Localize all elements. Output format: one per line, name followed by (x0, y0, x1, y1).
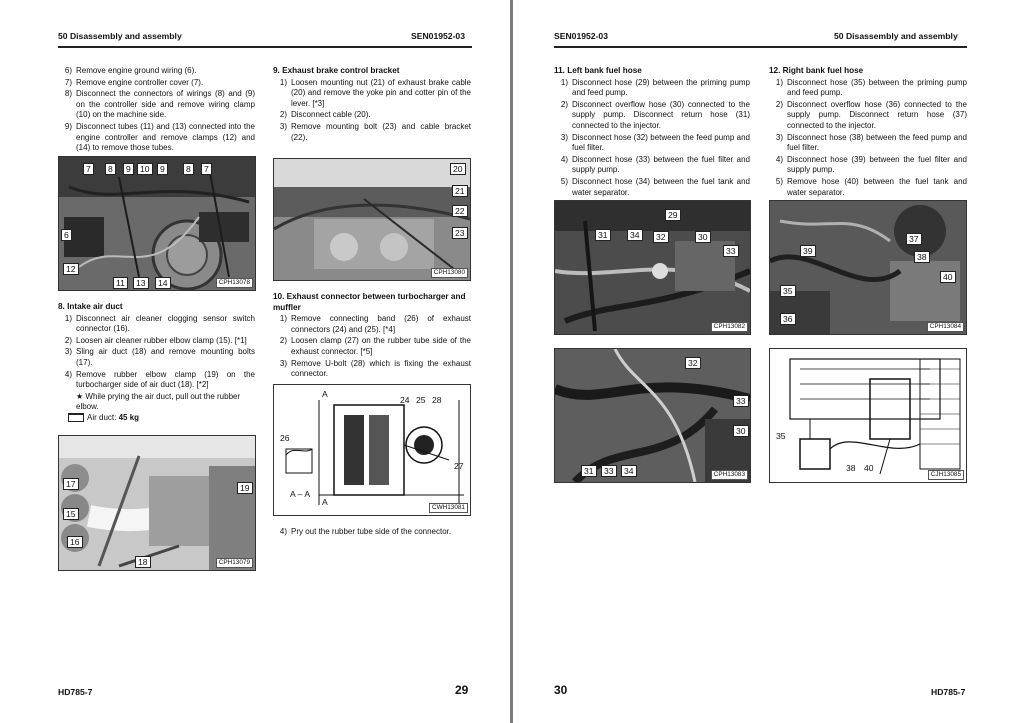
diagram-label: 28 (432, 395, 442, 405)
header-section-title: 50 Disassembly and assembly (58, 31, 182, 41)
callout-label: 14 (155, 277, 171, 289)
callout-label: 40 (940, 271, 956, 283)
left-page (0, 0, 511, 723)
callout-label: 36 (780, 313, 796, 325)
diagram-label: 27 (454, 461, 464, 471)
left-bank-fuel-hose-section (554, 66, 750, 199)
exhaust-brake-section (273, 66, 471, 144)
photo-right-bank-hoses (769, 200, 967, 335)
page-number: 30 (554, 683, 568, 697)
callout-label: 9 (157, 163, 168, 175)
weight-value: 45 kg (118, 412, 140, 422)
header-document-code: SEN01952-03 (411, 31, 465, 41)
photo-caption: CPH13082 (711, 322, 748, 332)
diagram-caption: CJH13085 (928, 470, 964, 480)
callout-label: 9 (123, 163, 134, 175)
step-item: 4) Remove rubber elbow clamp (19) on the turbocharger side of air duct (18). [*2] (64, 369, 255, 390)
step-item: 5) Remove hose (40) between the fuel tank and water separator. (775, 176, 967, 197)
left-column-1-steps (58, 66, 255, 155)
step-item: 1) Disconnect hose (29) between the priming pump and feed pump. (560, 77, 750, 98)
callout-label: 33 (733, 395, 749, 407)
callout-label: 30 (695, 231, 711, 243)
callout-label: 13 (133, 277, 149, 289)
callout-label: 15 (63, 508, 79, 520)
step-item: 8) Disconnect the connectors of wirings (8) and (9) on the controller side and remove wiring clamp (10) on the machine side. (64, 89, 255, 120)
intake-air-duct-section (58, 302, 255, 424)
callout-label: 34 (627, 229, 643, 241)
photo-caption: CPH13080 (431, 268, 468, 278)
photo-left-bank-art (555, 201, 750, 334)
section-title: 11. Left bank fuel hose (554, 66, 642, 75)
callout-label: 33 (601, 465, 617, 477)
callout-label: 33 (723, 245, 739, 257)
photo-caption: CPH13078 (216, 278, 253, 288)
step-item: 7) Remove engine controller cover (7). (64, 77, 204, 87)
header-rule (58, 46, 472, 48)
weight-label: Air duct: (87, 412, 119, 422)
diagram-exhaust-connector (273, 384, 471, 516)
section-title: 8. Intake air duct (58, 302, 123, 311)
callout-label: 35 (780, 285, 796, 297)
photo-left-bank-hoses (554, 200, 751, 335)
callout-label: 18 (135, 556, 151, 568)
step-item: 3) Sling air duct (18) and remove mounting bolts (17). (64, 347, 255, 367)
callout-label: 11 (113, 277, 128, 289)
footer-model: HD785-7 (58, 687, 93, 697)
step-item: 2) Disconnect cable (20). (279, 110, 371, 120)
diagram-label: 26 (280, 433, 290, 443)
callout-label: 21 (452, 185, 468, 197)
callout-label: 38 (914, 251, 930, 263)
callout-label: 22 (452, 205, 468, 217)
photo-left-bank-hoses-detail (554, 348, 751, 483)
step-item: 1) Loosen mounting nut (21) of exhaust brake cable (20) and remove the yoke pin and cotter pin of the lever. [*3] (279, 77, 471, 108)
photo-caption: CPH13083 (711, 470, 748, 480)
callout-label: 17 (63, 478, 79, 490)
callout-label: 31 (595, 229, 611, 241)
step-item: 9) Disconnect tubes (11) and (13) connected into the engine controller and remove clamps (12) and (14) to remove those tubes. (64, 121, 255, 153)
step-item: 2) Loosen clamp (27) on the rubber tube side of the exhaust connector. [*5] (279, 336, 471, 356)
header-document-code: SEN01952-03 (554, 31, 608, 41)
photo-engine-controller-art (59, 157, 255, 290)
callout-label: 32 (685, 357, 701, 369)
callout-label: 37 (906, 233, 922, 245)
step-item: 2) Disconnect overflow hose (36) connected to the supply pump. Disconnect return hose (37) connected to the injector. (775, 99, 967, 130)
callout-label: 39 (800, 245, 816, 257)
callout-label: 23 (452, 227, 468, 239)
step-item: 4) Disconnect hose (39) between the fuel filter and supply pump. (775, 154, 967, 175)
callout-label: 29 (665, 209, 681, 221)
callout-label: 16 (67, 536, 83, 548)
step-item: 2) Disconnect overflow hose (30) connected to the supply pump. Disconnect return hose (31) connected to the injector. (560, 99, 750, 130)
right-bank-fuel-hose-section (769, 66, 967, 199)
step-item: 2) Loosen air cleaner rubber elbow clamp (15). [*1] (64, 335, 247, 345)
callout-label: 12 (63, 263, 79, 275)
diagram-label: 40 (864, 463, 874, 473)
diagram-label: A (322, 497, 328, 507)
callout-label: 8 (105, 163, 116, 175)
callout-label: 10 (137, 163, 153, 175)
diagram-label: 38 (846, 463, 856, 473)
photo-intake-air-duct-art (59, 436, 255, 570)
photo-caption: CPH13084 (927, 322, 964, 332)
step-item: 3) Remove mounting bolt (23) and cable bracket (22). (279, 121, 471, 142)
step-item: 1) Remove connecting band (26) of exhaust connectors (24) and (25). [*4] (279, 314, 471, 334)
step-item: 3) Remove U-bolt (28) which is fixing the exhaust connector. (279, 358, 471, 379)
step-item: 3) Disconnect hose (38) between the feed pump and fuel filter. (775, 132, 967, 153)
footer-model: HD785-7 (931, 687, 966, 697)
callout-label: 8 (183, 163, 194, 175)
step-item: 1) Disconnect hose (35) between the priming pump and feed pump. (775, 77, 967, 98)
step-item: 1) Disconnect air cleaner clogging sensor switch connector (16). (64, 313, 255, 334)
photo-engine-controller (58, 156, 256, 291)
photo-exhaust-brake-art (274, 159, 470, 280)
callout-label: 32 (653, 231, 669, 243)
header-rule (554, 46, 967, 48)
diagram-label: 24 (400, 395, 410, 405)
diagram-label: 25 (416, 395, 426, 405)
diagram-caption: CWH13081 (429, 503, 468, 513)
weight-icon (68, 413, 84, 422)
step-item: 6) Remove engine ground wiring (6). (64, 66, 197, 75)
callout-label: 31 (581, 465, 597, 477)
diagram-section-label: A – A (290, 489, 311, 499)
section-title: 9. Exhaust brake control bracket (273, 66, 400, 75)
callout-label: 30 (733, 425, 749, 437)
caution-note: ★ While prying the air duct, pull out the rubber elbow. (76, 391, 241, 412)
diagram-label: 35 (776, 431, 786, 441)
step-item: 4) Disconnect hose (33) between the fuel filter and supply pump. (560, 154, 750, 175)
callout-label: 19 (237, 482, 253, 494)
photo-caption: CPH13079 (216, 558, 253, 568)
photo-exhaust-brake-bracket (273, 158, 471, 281)
callout-label: 20 (450, 163, 466, 175)
callout-label: 7 (83, 163, 94, 175)
photo-intake-air-duct (58, 435, 256, 571)
section-title: 12. Right bank fuel hose (769, 66, 864, 75)
step-item: 4) Pry out the rubber tube side of the connector. (279, 527, 452, 536)
page-number: 29 (455, 683, 469, 697)
photo-left-bank-detail-art (555, 349, 750, 482)
weight-line (86, 413, 255, 424)
pry-step (273, 527, 471, 539)
step-item: 5) Disconnect hose (34) between the fuel tank and water separator. (560, 176, 750, 197)
step-item: 3) Disconnect hose (32) between the feed pump and fuel filter. (560, 132, 750, 153)
diagram-label: A (322, 389, 328, 399)
right-page (513, 0, 1024, 723)
photo-right-bank-art (770, 201, 966, 334)
diagram-right-bank-hoses (769, 348, 967, 483)
callout-label: 6 (61, 229, 72, 241)
callout-label: 34 (621, 465, 637, 477)
exhaust-connector-section (273, 292, 471, 381)
section-title: 10. Exhaust connector between turbocharger and muffler (273, 292, 466, 312)
callout-label: 7 (201, 163, 212, 175)
header-section-title: 50 Disassembly and assembly (834, 31, 958, 41)
